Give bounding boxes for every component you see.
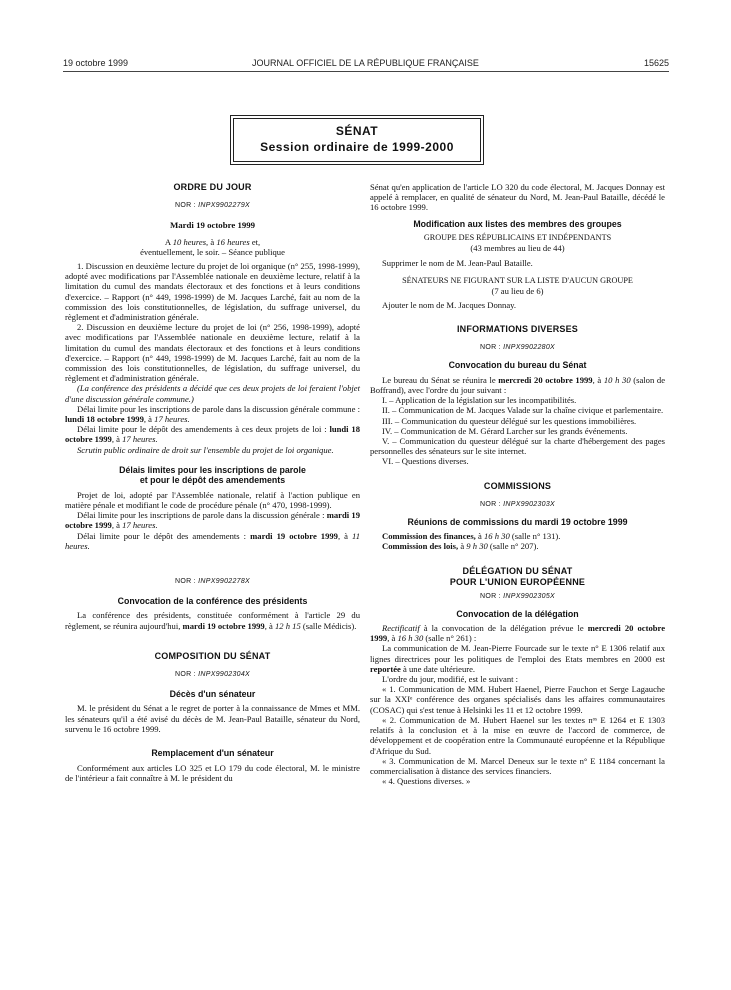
- delegation-heading-1: DÉLÉGATION DU SÉNAT: [462, 565, 573, 576]
- informations-heading: INFORMATIONS DIVERSES: [456, 324, 579, 335]
- commissions-heading: COMMISSIONS: [483, 480, 552, 491]
- fourcade-text: La communication de M. Jean-Pierre Fourcade sur le texte n° E 1306 relatif aux lignes directrices pour les politiques de l'emploi des Etats membres en 2000 est reportée à une date ultérieure.: [370, 643, 665, 674]
- reunions-heading: Réunions de commissions du mardi 19 octobre 1999: [407, 516, 628, 527]
- remplacement-continued: Sénat qu'en application de l'article LO 320 du code électoral, M. Jacques Donnay est appelé à remplacer, en qualité de sénateur du Nord, M. Jean-Paul Bataille, décédé le 16 octobre 1999.: [370, 182, 665, 213]
- session-hours-line2: éventuellement, le soir. – Séance publique: [140, 246, 285, 257]
- commission-finances: Commission des finances, à 16 h 30 (salle n° 131).: [382, 531, 561, 542]
- composition-heading: COMPOSITION DU SÉNAT: [154, 650, 271, 661]
- delegation-item-4: « 4. Questions diverses. »: [382, 776, 471, 787]
- bureau-item-4: IV. – Communication de M. Gérard Larcher sur les grands événements.: [382, 425, 628, 436]
- deadline-speakers: Délai limite pour les inscriptions de parole dans la discussion générale commune : lundi 18 octobre 1999, à 17 heures.: [65, 403, 360, 424]
- groupe-ri-count: (43 membres au lieu de 44): [470, 243, 565, 254]
- delais-heading-2: et pour le dépôt des amendements: [139, 475, 286, 486]
- remplacement-heading: Remplacement d'un sénateur: [151, 748, 274, 758]
- header-rule: [63, 71, 669, 72]
- deadline-amendments: Délai limite pour le dépôt des amendements à ces deux projets de loi : lundi 18 octobre 1999, à 17 heures.: [65, 424, 360, 445]
- header-date: 19 octobre 1999: [63, 58, 129, 68]
- delegation-item-3: « 3. Communication de M. Marcel Deneux sur le texte n° E 1184 concernant la commercialisation à distance des services financiers.: [370, 755, 665, 776]
- header-page-number: 15625: [643, 58, 669, 68]
- header-journal-title: JOURNAL OFFICIEL DE LA RÉPUBLIQUE FRANÇAISE: [252, 58, 479, 68]
- conference-heading: Convocation de la conférence des présidents: [117, 595, 308, 606]
- deadline-speakers-2: Délai limite pour les inscriptions de parole dans la discussion générale : mardi 19 octobre 1999, à 17 heures.: [65, 510, 360, 531]
- title-senat: SÉNAT: [335, 124, 379, 138]
- agenda-item-2: 2. Discussion en deuxième lecture du projet de loi (n° 256, 1998-1999), adopté avec modifications par l'Assemblée nationale en deuxième lecture, relatif à la limitation du cumul des mandats électoraux et des fonctions et à leurs conditions d'exercice. – Rapport (n° 449, 1998-1999) de M. Jacques Larché, fait au nom de la commission des lois constitutionnelles, de législation, du suffrage universel, du règlement et d'administration générale.: [65, 322, 360, 384]
- ordre-du-jour-heading: ORDRE DU JOUR: [173, 182, 252, 192]
- modification-heading: Modification aux listes des membres des groupes: [413, 218, 622, 229]
- nor-reference: NOR : INPX9902303X: [479, 500, 556, 508]
- delegation-item-2: « 2. Communication de M. Hubert Haenel sur les textes nᵒˢ E 1264 et E 1303 relatifs à la conclusion et à la mise en œuvre de l'accord de commerce, de développement et de coopération entre la Communauté européenne et la République d'Afrique du Sud.: [370, 714, 665, 756]
- groupe-na-action: Ajouter le nom de M. Jacques Donnay.: [382, 300, 517, 311]
- delegation-item-1: « 1. Communication de MM. Hubert Haenel, Pierre Fauchon et Serge Lagauche sur la XXIᵉ conférence des organes spécialisés dans les affaires communautaires (COSAC) qui s'est tenue à Helsinki les 11 et 12 octobre 1999.: [370, 684, 665, 715]
- nor-reference: NOR : INPX9902280X: [479, 344, 556, 352]
- agenda-note: (La conférence des présidents a décidé que ces deux projets de loi feraient l'objet d'une discussion générale commune.): [65, 383, 360, 404]
- title-session: Session ordinaire de 1999-2000: [260, 140, 454, 154]
- date-heading: Mardi 19 octobre 1999: [169, 220, 256, 230]
- bureau-item-1: I. – Application de la législation sur les incompatibilités.: [382, 395, 577, 406]
- delais-heading-1: Délais limites pour les inscriptions de parole: [119, 464, 306, 475]
- deces-heading: Décès d'un sénateur: [169, 688, 256, 699]
- groupe-ri-action: Supprimer le nom de M. Jean-Paul Bataille.: [382, 257, 533, 268]
- agenda-item-1: 1. Discussion en deuxième lecture du projet de loi organique (n° 255, 1998-1999), adopté avec modifications par l'Assemblée nationale en deuxième lecture, relatif à la limitation du cumul des mandats électoraux et des fonctions et à leurs conditions d'exercice. – Rapport (n° 449, 1998-1999) de M. Jacques Larché, fait au nom de la commission des lois constitutionnelles, de législation, du suffrage universel, du règlement et d'administration générale.: [65, 260, 360, 322]
- delegation-heading-2: POUR L'UNION EUROPÉENNE: [449, 576, 586, 587]
- remplacement-text: Conformément aux articles LO 325 et LO 179 du code électoral, M. le ministre de l'intérieur a fait connaître à M. le président du: [65, 762, 360, 783]
- right-column: [370, 182, 665, 786]
- bureau-item-2: II. – Communication de M. Jacques Valade sur la chaîne civique et parlementaire.: [382, 405, 664, 416]
- conference-text: La conférence des présidents, constituée conformément à l'article 29 du règlement, se réunira aujourd'hui, mardi 19 octobre 1999, à 12 h 15 (salle Médicis).: [65, 610, 360, 631]
- bureau-heading: Convocation du bureau du Sénat: [448, 360, 587, 371]
- deces-text: M. le président du Sénat a le regret de porter à la connaissance de Mmes et MM. les sénateurs qu'il a été avisé du décès de M. Jean-Paul Bataille, sénateur du Nord, survenu le 16 octobre 1999.: [65, 703, 360, 734]
- nor-reference: NOR : INPX9902305X: [479, 592, 556, 600]
- title-box: [233, 118, 481, 162]
- nor-reference: NOR : INPX9902304X: [174, 670, 251, 678]
- ordre-modifie: L'ordre du jour, modifié, est le suivant :: [382, 674, 519, 685]
- bureau-item-5: V. – Communication du questeur délégué sur la charte d'hébergement des pages personnelles des sénateurs sur le site internet.: [370, 436, 665, 457]
- groupe-na: SÉNATEURS NE FIGURANT SUR LA LISTE D'AUCUN GROUPE: [402, 275, 633, 285]
- bureau-text: Le bureau du Sénat se réunira le mercredi 20 octobre 1999, à 10 h 30 (salon de Boffrand), avec l'ordre du jour suivant :: [370, 374, 666, 396]
- bureau-item-3: III. – Communication du questeur délégué sur les questions immobilières.: [382, 415, 637, 426]
- session-hours: A 10 heures, à 16 heures et,: [164, 236, 261, 247]
- commission-lois: Commission des lois, à 9 h 30 (salle n° 207).: [382, 541, 539, 552]
- nor-reference: NOR : INPX9902279X: [174, 202, 251, 209]
- groupe-na-count: (7 au lieu de 6): [491, 285, 544, 296]
- bill-description: Projet de loi, adopté par l'Assemblée nationale, relatif à l'action publique en matière pénale et modifiant le code de procédure pénale (n° 470, 1998-1999).: [65, 489, 360, 510]
- nor-reference: NOR : INPX9902278X: [174, 577, 251, 585]
- left-column: [65, 182, 360, 783]
- groupe-ri: GROUPE DES RÉPUBLICAINS ET INDÉPENDANTS: [423, 233, 612, 243]
- bureau-item-6: VI. – Questions diverses.: [382, 456, 469, 467]
- rectificatif-text: Rectificatif à la convocation de la délégation prévue le mercredi 20 octobre 1999, à 16 h 30 (salle n° 261) :: [370, 623, 666, 644]
- public-vote-note: Scrutin public ordinaire de droit sur l'ensemble du projet de loi organique.: [77, 444, 334, 455]
- convocation-delegation-heading: Convocation de la délégation: [456, 608, 579, 619]
- deadline-amendments-2: Délai limite pour le dépôt des amendements : mardi 19 octobre 1999, à 11 heures.: [65, 530, 360, 551]
